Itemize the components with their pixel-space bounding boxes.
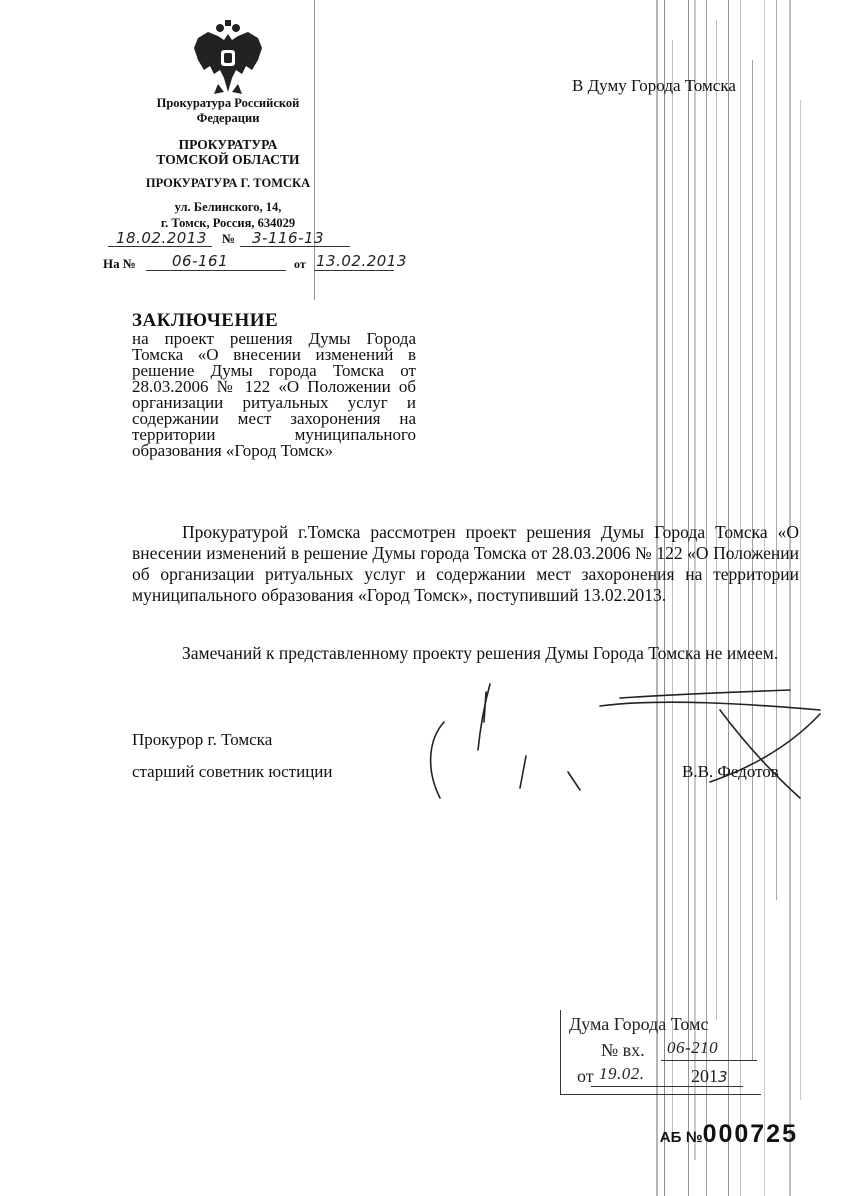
outgoing-date: 18.02.2013: [116, 229, 207, 247]
stamp-number: 06-210: [667, 1038, 719, 1057]
document-subject: на проект решения Думы Города Томска «О внесении изменений в решение Думы города Томска от 28.03.2006 № 122 «О Положении об организации ритуальных услуг и содержании мест захоронения на территории муниципального образования «Город Томск»: [132, 329, 416, 460]
body-paragraph-1: Прокуратурой г.Томска рассмотрен проект решения Думы Города Томска «О внесении изменений в решение Думы города Томска от 28.03.2006 № 122 «О Положении об организации ритуальных услуг и содержании мест захоронения на территории муниципального образования «Город Томск», поступивший 13.02.2013.: [132, 522, 799, 605]
letterhead-line-1: Прокуратура Российской: [156, 96, 300, 110]
stamp-date: 19.02.: [599, 1064, 645, 1083]
letterhead-line-5: ПРОКУРАТУРА Г. ТОМСКА: [145, 176, 311, 190]
reference-date: 13.02.2013: [316, 252, 407, 270]
reference-underline: [146, 270, 286, 271]
outgoing-number-sign: №: [222, 231, 236, 246]
signatory-position: Прокурор г. Томска: [132, 730, 273, 749]
letterhead-line-6: ул. Белинского, 14,: [174, 200, 282, 214]
serial-number: [660, 1120, 798, 1149]
serial-prefix: АБ: [659, 1129, 682, 1146]
addressee: В Думу Города Томска: [572, 76, 736, 95]
serial-digits: 000725: [702, 1120, 798, 1148]
incoming-stamp: [560, 1010, 761, 1095]
outgoing-number: 3-116-13: [252, 229, 325, 247]
letterhead-line-4: ТОМСКОЙ ОБЛАСТИ: [156, 152, 300, 167]
signatory-rank: старший советник юстиции: [132, 762, 333, 781]
stamp-organization: Дума Города Томс: [569, 1014, 709, 1034]
stamp-date-underline: [591, 1086, 743, 1087]
document-title: ЗАКЛЮЧЕНИЕ: [132, 310, 279, 331]
coat-of-arms-icon: [188, 18, 268, 98]
signatory-name: В.В. Федотов: [682, 762, 779, 781]
reference-label: На №: [103, 256, 136, 271]
stamp-year: [691, 1066, 728, 1087]
letterhead-line-3: ПРОКУРАТУРА: [178, 137, 278, 152]
stamp-from-label: от: [577, 1066, 594, 1086]
letterhead-line-7: г. Томск, Россия, 634029: [160, 216, 296, 230]
body-text-2: [132, 643, 799, 664]
stamp-number-label: № вх.: [601, 1040, 645, 1060]
serial-number-sign: №: [685, 1129, 703, 1146]
stamp-number-underline: [661, 1060, 757, 1061]
reference-date-underline: [314, 270, 394, 271]
letterhead-line-2: Федерации: [196, 111, 260, 125]
reference-from-label: от: [294, 257, 306, 271]
stamp-year-printed: 201: [691, 1066, 718, 1086]
body-paragraph-2: Замечаний к представленному проекту решения Думы Города Томска не имеем.: [182, 643, 779, 663]
reference-number: 06-161: [172, 252, 229, 270]
handwritten-signature-icon: [410, 670, 830, 820]
stamp-year-digit: 3: [718, 1068, 729, 1086]
body-text: [132, 522, 799, 606]
